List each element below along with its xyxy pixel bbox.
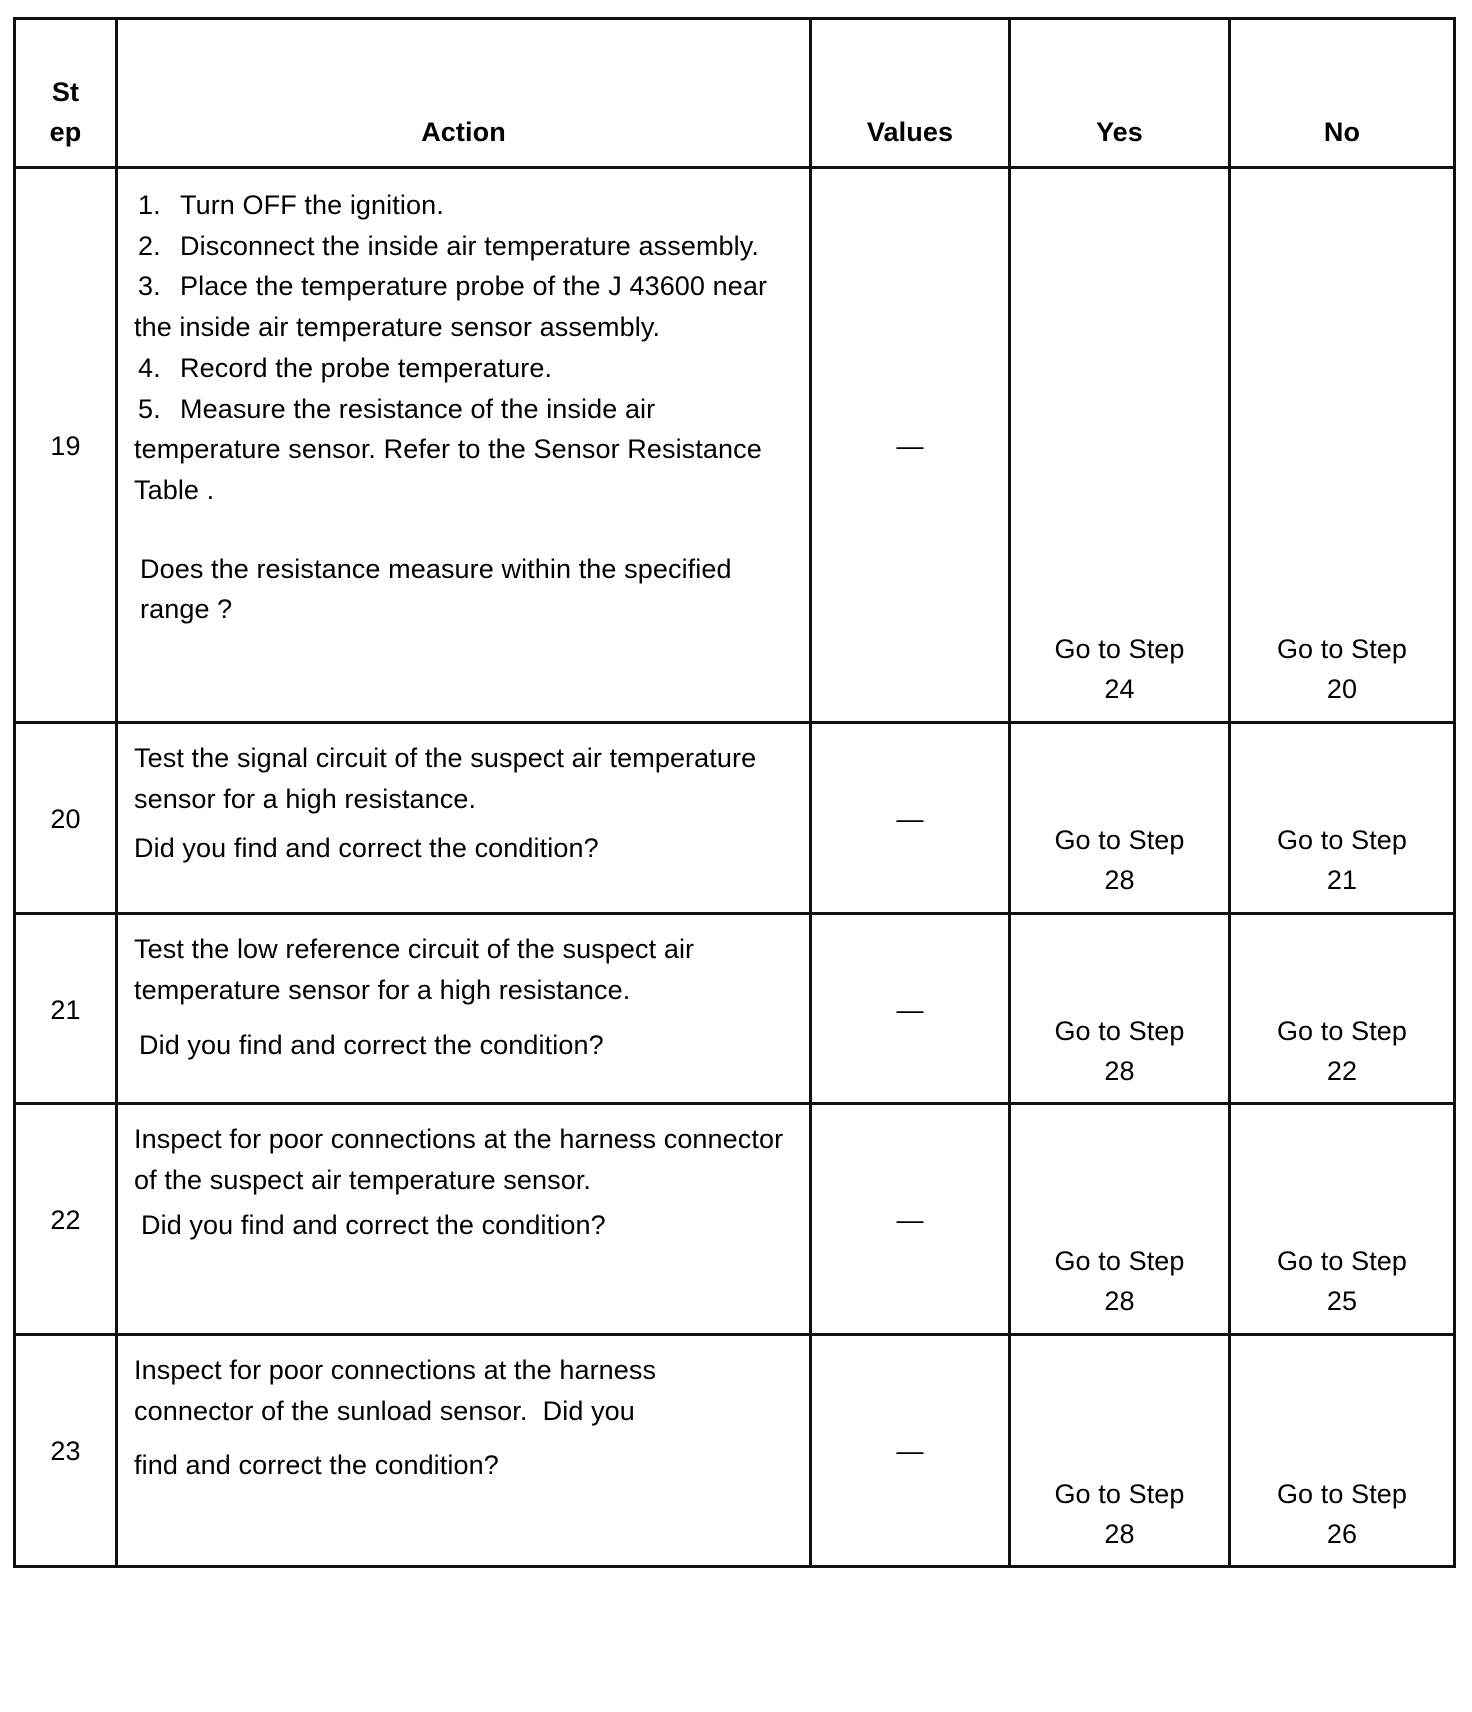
action-cell [117,1335,811,1567]
step-cell [15,723,117,914]
step-cell [15,1335,117,1567]
no-goto-step: 25 [1326,1286,1358,1316]
action-text-line: connector of the sunload sensor. Did you [134,1396,635,1426]
diagnostic-table [13,17,1456,1568]
action-question: Did you find and correct the condition? [134,833,599,863]
yes-goto-step: 28 [1104,1519,1135,1549]
yes-cell [1010,723,1230,914]
yes-goto-label: Go to Step [1054,1479,1185,1509]
table-row [15,1335,1455,1567]
yes-goto-label: Go to Step [1054,825,1185,855]
step-number: 22 [50,1205,81,1235]
no-cell [1230,1335,1455,1567]
yes-goto-label: Go to Step [1054,1246,1185,1276]
yes-goto-step: 28 [1104,1056,1135,1086]
action-item: 1. Turn OFF the ignition. [138,190,444,220]
no-goto-label: Go to Step [1276,1246,1408,1276]
table-row [15,168,1455,723]
action-item: 4. Record the probe temperature. [138,352,553,383]
yes-goto-step: 24 [1104,674,1135,704]
no-goto-label: Go to Step [1276,634,1408,664]
values-cell [811,723,1010,914]
table-row [15,723,1455,914]
action-text: Test the low reference circuit of the suspect air temperature sensor for a high resistance. [134,934,695,1005]
no-goto-step: 22 [1326,1056,1358,1086]
step-number: 21 [50,995,81,1025]
step-number: 20 [50,804,81,834]
step-cell [15,914,117,1104]
no-goto-step: 20 [1326,674,1358,704]
no-cell [1230,914,1455,1104]
header-yes: Yes [1010,19,1230,168]
values-cell [811,1104,1010,1335]
action-cell [117,914,811,1104]
header-action: Action [117,19,811,168]
action-question: Did you find and correct the condition? [141,1210,606,1240]
yes-goto-label: Go to Step [1054,634,1185,664]
yes-goto-step: 28 [1104,1286,1135,1316]
action-cell [117,168,811,723]
header-row [15,19,1455,168]
no-cell [1230,1104,1455,1335]
values-cell [811,1335,1010,1567]
yes-cell [1010,168,1230,723]
values-cell [811,914,1010,1104]
action-question: Did you find and correct the condition? [139,1030,604,1060]
no-goto-label: Go to Step [1276,1016,1408,1046]
action-text-line: Inspect for poor connections at the harness [134,1355,657,1385]
values-dash: — [896,1205,924,1235]
no-goto-label: Go to Step [1276,825,1408,855]
values-dash: — [896,431,924,461]
step-cell [15,168,117,723]
no-goto-step: 21 [1326,865,1358,895]
action-text: Inspect for poor connections at the harness connector of the suspect air temperature sensor. [134,1124,784,1195]
action-text: Test the signal circuit of the suspect air temperature sensor for a high resistance. [134,743,757,814]
yes-cell [1010,1335,1230,1567]
yes-goto-label: Go to Step [1054,1016,1185,1046]
no-cell [1230,168,1455,723]
step-number: 19 [50,431,81,461]
values-dash: — [896,804,924,834]
table-row [15,1104,1455,1335]
header-no: No [1230,19,1455,168]
values-cell [811,168,1010,723]
header-step [15,19,117,168]
action-text-line: find and correct the condition? [134,1450,499,1480]
values-dash: — [896,995,924,1025]
header-step-line2: ep [49,117,82,147]
values-dash: — [896,1436,924,1466]
no-cell [1230,723,1455,914]
action-question: Does the resistance measure within the specified range ? [140,553,732,625]
yes-cell [1010,1104,1230,1335]
action-item: 5. Measure the resistance of the inside air temperature sensor. Refer to the Sensor Resistance Table . [134,393,762,505]
no-goto-step: 26 [1326,1519,1358,1549]
action-item: 3. Place the temperature probe of the J 43600 near the inside air temperature sensor assembly. [134,271,768,343]
action-cell [117,723,811,914]
header-values: Values [811,19,1010,168]
header-step-line1: St [51,77,80,107]
action-item: 2. Disconnect the inside air temperature assembly. [138,230,759,261]
yes-goto-step: 28 [1104,865,1135,895]
action-cell [117,1104,811,1335]
no-goto-label: Go to Step [1276,1479,1408,1509]
step-number: 23 [50,1436,81,1466]
yes-cell [1010,914,1230,1104]
table-row [15,914,1455,1104]
step-cell [15,1104,117,1335]
